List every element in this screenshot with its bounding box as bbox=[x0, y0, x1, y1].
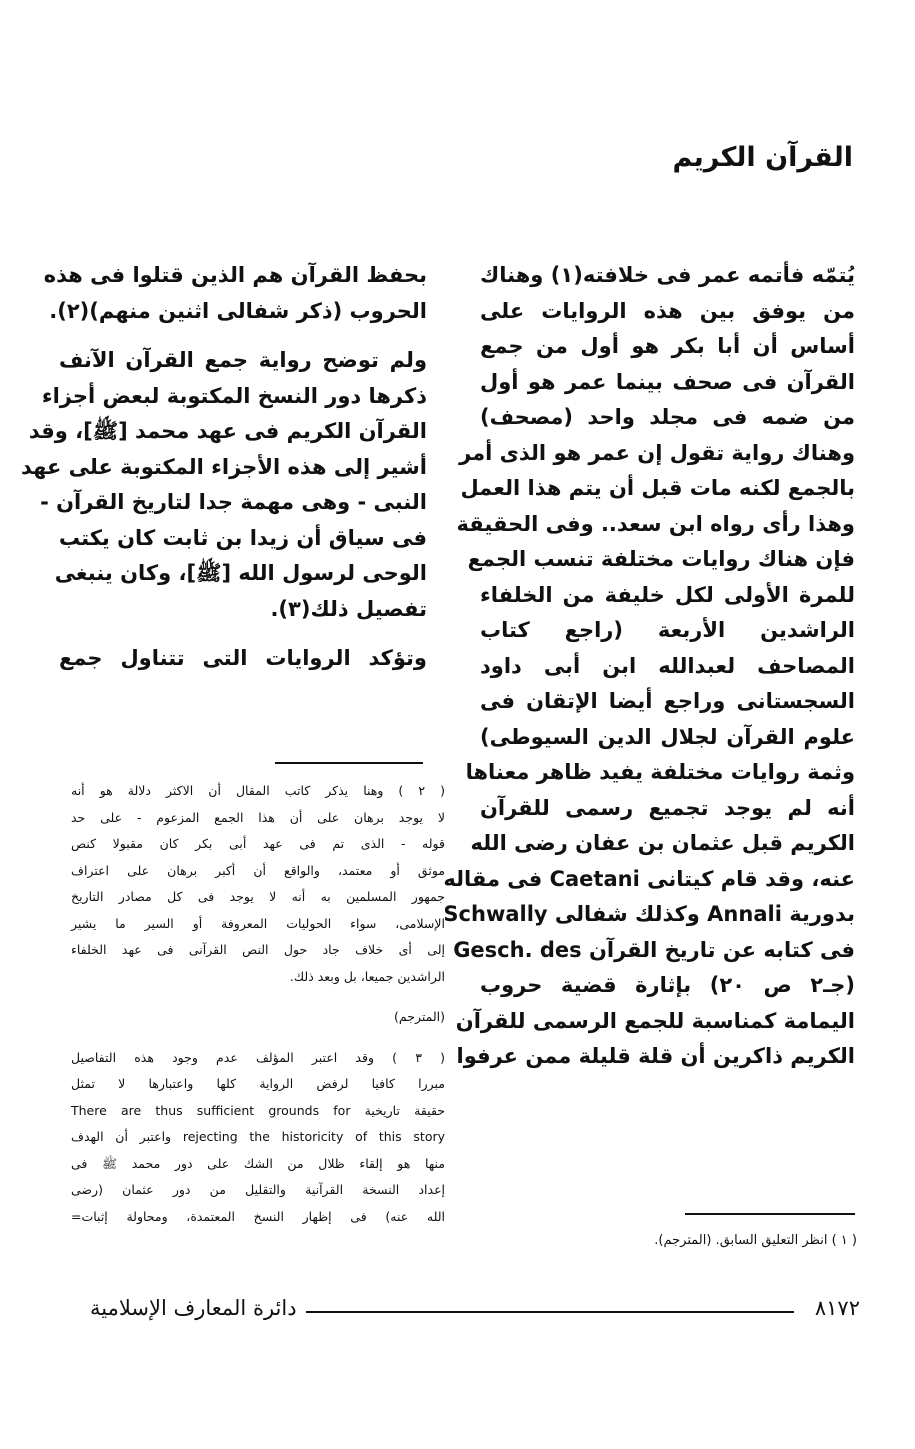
footnote-line: الإسلامى، سواء الحوليات المعروفة أو السير ما يشير bbox=[71, 915, 445, 931]
text-line: أنه لم يوجد تجميع رسمى للقرآن bbox=[480, 795, 855, 820]
text-line: علوم القرآن لجلال الدين السيوطى) bbox=[480, 724, 855, 749]
footnote-line: الله عنه) فى إظهار النسخ المعتمدة، ومحاولة إثبات= bbox=[71, 1208, 445, 1224]
text-line: بدورية Annali وكذلك شفالى Schwally bbox=[443, 902, 855, 926]
footnote-line: ( ٣ ) وقد اعتبر المؤلف عدم وجود هذه التفاصيل bbox=[71, 1049, 446, 1065]
text-line: اليمامة كمناسبة للجمع الرسمى للقرآن bbox=[455, 1008, 855, 1033]
text-line: الراشدين الأربعة (راجع كتاب bbox=[480, 618, 855, 642]
footnote-line: إعداد النسخة القرآنية والتقليل من دور عثمان (رضى bbox=[71, 1182, 445, 1197]
footnote-line: موثق أو معتمد، والواقع أن أكبر برهان على اعتراف bbox=[71, 862, 445, 878]
footnotes-left bbox=[71, 778, 445, 1230]
text-line: فإن هناك روايات مختلفة تنسب الجمع bbox=[467, 547, 855, 571]
left-column bbox=[21, 258, 427, 677]
footnote-line: منها هو إلقاء ظلال من الشك على دور محمد ﷺ فى bbox=[71, 1155, 445, 1171]
text-line: وثمة روايات مختلفة يفيد ظاهر معناها bbox=[465, 760, 855, 784]
text-line: القرآن الكريم فى عهد محمد [ﷺ]، وقد bbox=[28, 419, 427, 443]
paragraph-gap bbox=[71, 990, 445, 1004]
footnote-1: ( ١ ) انظر التعليق السابق. (المترجم). bbox=[654, 1233, 857, 1248]
text-line: الحروب (ذكر شفالى اثنين منهم)(٢). bbox=[49, 298, 427, 323]
text-line: أشير إلى هذه الأجزاء المكتوبة على عهد bbox=[21, 454, 427, 479]
text-line: القرآن فى صحف بينما عمر هو أول bbox=[480, 369, 855, 394]
footer-rule bbox=[306, 1311, 794, 1313]
footnote-line: حقيقة تاريخية There are thus sufficient grounds for bbox=[71, 1102, 445, 1118]
running-head: القرآن الكريم bbox=[672, 142, 853, 173]
text-line: الكريم ذاكرين أن قلة قليلة ممن عرفوا bbox=[456, 1044, 855, 1068]
text-line: عنه، وقد قام كيتانى Caetani فى مقاله bbox=[443, 866, 855, 891]
text-line: أساس أن أبا بكر هو أول من جمع bbox=[480, 334, 855, 358]
text-line: الكريم قبل عثمان بن عفان رضى الله bbox=[470, 831, 855, 855]
text-line: المصاحف لعبدالله ابن أبى داود bbox=[480, 653, 855, 678]
footnote-divider-left bbox=[275, 762, 423, 764]
footnote-line: قوله - الذى تم فى عهد أبى بكر كان مقبولا كنص bbox=[71, 836, 445, 851]
text-line: من يوفق بين هذه الروايات على bbox=[480, 298, 855, 323]
text-line: (جـ٢ ص ٢٠) بإثارة قضية حروب bbox=[480, 973, 855, 997]
footnote-line: الراشدين جميعا، بل وبعد ذلك. bbox=[289, 968, 445, 984]
footer-title: دائرة المعارف الإسلامية bbox=[90, 1296, 297, 1320]
footnote-line: إلى أى خلاف جاد حول النص القرآنى فى عهد الخلفاء bbox=[71, 942, 445, 957]
paragraph-gap bbox=[59, 627, 427, 641]
paragraph-gap bbox=[59, 329, 427, 343]
text-line: تفصيل ذلك(٣). bbox=[270, 596, 427, 621]
footnote-line: لا يوجد برهان على أن هذا الجمع المزعوم - على حد bbox=[71, 809, 445, 825]
text-line: فى كتابه عن تاريخ القرآن Gesch. des bbox=[453, 937, 855, 962]
text-line: النبى - وهى مهمة جدا لتاريخ القرآن - bbox=[40, 490, 427, 514]
page-number: ٨١٧٢ bbox=[814, 1296, 860, 1320]
translator-tag: (المترجم) bbox=[394, 1009, 445, 1024]
text-line: للمرة الأولى لكل خليفة من الخلفاء bbox=[480, 582, 855, 607]
footnote-line: ( ٢ ) وهنا يذكر كاتب المقال أن الاكثر دلالة هو أنه bbox=[71, 783, 445, 798]
footnote-line: rejecting the historicity of this story واعتبر أن الهدف bbox=[71, 1129, 445, 1144]
text-line: ذكرها دور النسخ المكتوبة لبعض أجزاء bbox=[41, 383, 427, 408]
text-line: من ضمه فى مجلد واحد (مصحف) bbox=[480, 405, 855, 429]
text-line: وهذا رأى رواه ابن سعد.. وفى الحقيقة bbox=[456, 511, 855, 536]
text-line: بالجمع لكنه مات قبل أن يتم هذا العمل bbox=[460, 476, 855, 500]
text-line: وتؤكد الروايات التى تتناول جمع bbox=[59, 646, 427, 670]
footnote-divider-right bbox=[685, 1213, 855, 1215]
page-footer bbox=[90, 1296, 860, 1326]
text-line: فى سياق أن زيدا بن ثابت كان يكتب bbox=[58, 525, 427, 550]
text-line: السجستانى وراجع أيضا الإتقان فى bbox=[480, 689, 855, 713]
text-line: بحفظ القرآن هم الذين قتلوا فى هذه bbox=[43, 263, 427, 287]
footnote-line: مبررا كافيا لرفض الرواية كلها واعتبارها لا تمثل bbox=[71, 1076, 445, 1091]
footnote-line: جمهور المسلمين به أنه لا يوجد فى كل مصادر التاريخ bbox=[71, 889, 445, 904]
right-column bbox=[443, 258, 855, 1075]
text-line: يُتمّه فأتمه عمر فى خلافته(١) وهناك bbox=[480, 263, 855, 287]
text-line: وهناك رواية تقول إن عمر هو الذى أمر bbox=[459, 440, 855, 465]
paragraph-gap bbox=[71, 1031, 445, 1045]
text-line: ولم توضح رواية جمع القرآن الآنف bbox=[59, 348, 427, 372]
text-line: الوحى لرسول الله [ﷺ]، وكان ينبغى bbox=[54, 561, 427, 585]
